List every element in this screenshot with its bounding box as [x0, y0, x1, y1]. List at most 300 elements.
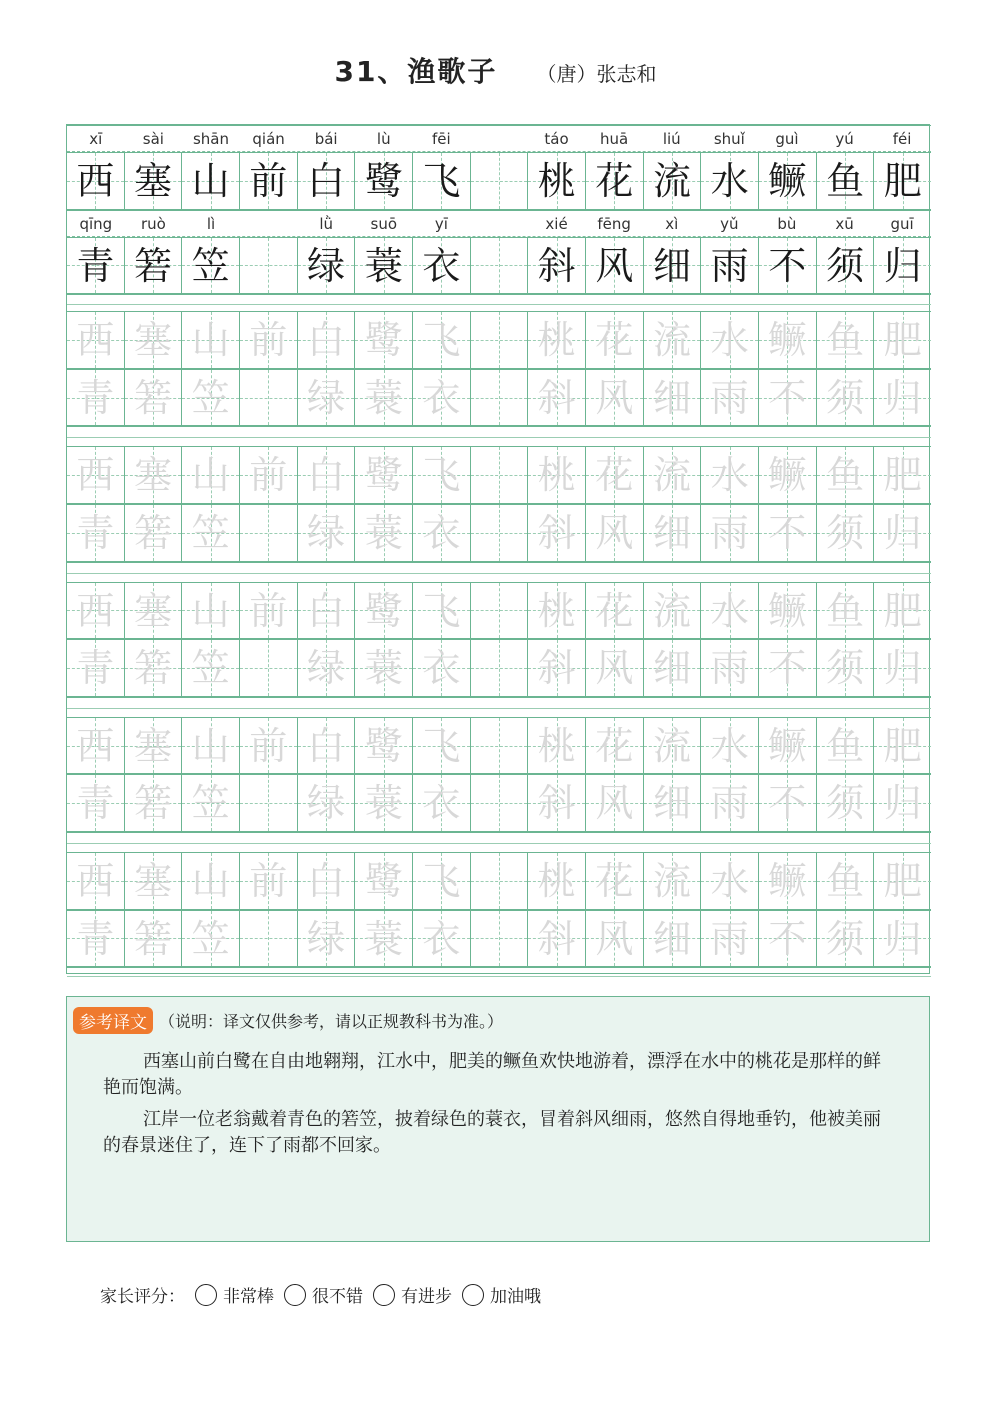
trace-character: 蓑 — [364, 375, 403, 420]
trace-cell[interactable] — [874, 312, 931, 368]
trace-character: 流 — [653, 318, 692, 363]
trace-cell[interactable] — [528, 640, 586, 696]
trace-character: 白 — [307, 723, 346, 768]
trace-cell[interactable] — [874, 853, 931, 909]
trace-cell[interactable] — [182, 312, 240, 368]
trace-cell[interactable] — [644, 775, 702, 831]
trace-cell[interactable] — [67, 312, 125, 368]
trace-cell[interactable] — [125, 312, 183, 368]
trace-cell[interactable] — [586, 911, 644, 967]
character-cell[interactable] — [586, 153, 644, 209]
trace-character: 肥 — [883, 453, 922, 498]
pinyin-cell — [470, 126, 528, 151]
character-cell[interactable] — [125, 153, 183, 209]
trace-cell[interactable] — [817, 853, 875, 909]
character-cell[interactable] — [298, 153, 356, 209]
character-cell[interactable] — [67, 238, 125, 294]
trace-cell[interactable] — [471, 775, 529, 831]
trace-cell[interactable] — [413, 718, 471, 774]
trace-cell[interactable] — [182, 505, 240, 561]
trace-character: 前 — [249, 723, 288, 768]
trace-character: 箬 — [134, 375, 173, 420]
trace-cell[interactable] — [874, 505, 931, 561]
trace-character: 流 — [653, 453, 692, 498]
trace-cell[interactable] — [67, 640, 125, 696]
trace-cell[interactable] — [182, 640, 240, 696]
trace-cell[interactable] — [67, 447, 125, 503]
character: 笠 — [191, 243, 230, 288]
pinyin-cell: xì — [665, 214, 679, 233]
trace-cell[interactable] — [644, 505, 702, 561]
trace-character: 不 — [768, 375, 807, 420]
character-cell[interactable] — [67, 153, 125, 209]
trace-character: 青 — [76, 781, 115, 826]
character-cell[interactable] — [413, 153, 471, 209]
trace-cell[interactable] — [586, 370, 644, 426]
radio-circle-icon[interactable] — [373, 1284, 395, 1306]
trace-cell[interactable] — [644, 718, 702, 774]
trace-cell[interactable] — [240, 718, 298, 774]
trace-cell[interactable] — [182, 583, 240, 639]
trace-cell[interactable] — [471, 583, 529, 639]
trace-character: 鳜 — [768, 859, 807, 903]
character: 白 — [307, 159, 346, 203]
character: 雨 — [710, 243, 749, 288]
pinyin-row — [67, 210, 931, 237]
trace-cell[interactable] — [240, 505, 298, 561]
trace-character: 蓑 — [364, 646, 403, 691]
trace-cell[interactable] — [355, 583, 413, 639]
character: 绿 — [307, 243, 346, 288]
trace-cell[interactable] — [586, 853, 644, 909]
character-cell[interactable] — [817, 238, 875, 294]
trace-cell[interactable] — [182, 370, 240, 426]
pinyin-cell: yǔ — [720, 214, 739, 233]
trace-cell[interactable] — [586, 775, 644, 831]
trace-cell[interactable] — [644, 312, 702, 368]
trace-character: 水 — [710, 588, 749, 633]
trace-cell[interactable] — [67, 911, 125, 967]
pinyin-cell: suō — [370, 214, 398, 233]
trace-cell[interactable] — [817, 312, 875, 368]
trace-character: 鱼 — [826, 859, 865, 903]
trace-character: 山 — [191, 453, 230, 498]
trace-character: 西 — [76, 723, 115, 768]
trace-cell[interactable] — [182, 853, 240, 909]
character-cell[interactable] — [528, 238, 586, 294]
trace-character: 流 — [653, 723, 692, 768]
trace-cell[interactable] — [644, 583, 702, 639]
spacer-band — [67, 426, 931, 446]
trace-cell[interactable] — [874, 447, 931, 503]
pinyin-cell: shuǐ — [713, 130, 745, 148]
character-cell[interactable] — [182, 238, 240, 294]
character: 桃 — [537, 159, 576, 203]
trace-cell[interactable] — [355, 447, 413, 503]
trace-cell[interactable] — [874, 370, 931, 426]
trace-cell[interactable] — [644, 640, 702, 696]
character-cell[interactable] — [528, 153, 586, 209]
trace-cell[interactable] — [701, 640, 759, 696]
trace-cell[interactable] — [413, 775, 471, 831]
trace-cell[interactable] — [125, 640, 183, 696]
trace-cell[interactable] — [240, 583, 298, 639]
trace-cell[interactable] — [759, 583, 817, 639]
trace-cell[interactable] — [182, 718, 240, 774]
trace-cell[interactable] — [67, 583, 125, 639]
trace-cell[interactable] — [817, 583, 875, 639]
trace-character: 白 — [307, 859, 346, 903]
trace-character: 鳜 — [768, 723, 807, 768]
character-cell[interactable] — [759, 238, 817, 294]
trace-cell[interactable] — [644, 853, 702, 909]
spacer-band — [67, 294, 931, 311]
trace-cell[interactable] — [125, 853, 183, 909]
trace-row — [67, 774, 931, 832]
trace-cell[interactable] — [817, 370, 875, 426]
trace-character: 鱼 — [826, 588, 865, 633]
trace-cell[interactable] — [471, 911, 529, 967]
trace-cell[interactable] — [413, 370, 471, 426]
trace-cell[interactable] — [298, 718, 356, 774]
trace-cell[interactable] — [759, 370, 817, 426]
trace-character: 桃 — [537, 859, 576, 903]
trace-cell[interactable] — [298, 853, 356, 909]
trace-character: 衣 — [422, 511, 461, 555]
trace-cell[interactable] — [528, 853, 586, 909]
pinyin-cell: guì — [775, 130, 799, 148]
trace-cell[interactable] — [528, 447, 586, 503]
trace-cell[interactable] — [240, 853, 298, 909]
trace-cell[interactable] — [528, 370, 586, 426]
radio-circle-icon[interactable] — [195, 1284, 217, 1306]
trace-cell[interactable] — [586, 718, 644, 774]
trace-cell[interactable] — [817, 447, 875, 503]
trace-cell[interactable] — [644, 911, 702, 967]
rating-option-keep-going[interactable] — [462, 1282, 541, 1307]
trace-cell[interactable] — [471, 640, 529, 696]
rating-option-label: 加油哦 — [490, 1287, 541, 1307]
trace-character: 白 — [307, 318, 346, 363]
trace-cell[interactable] — [298, 312, 356, 368]
trace-character: 归 — [883, 916, 922, 961]
trace-cell[interactable] — [240, 370, 298, 426]
trace-character: 鹭 — [364, 453, 403, 498]
trace-cell[interactable] — [701, 853, 759, 909]
trace-cell[interactable] — [125, 718, 183, 774]
trace-cell[interactable] — [240, 775, 298, 831]
trace-cell[interactable] — [298, 583, 356, 639]
pinyin-cell: sài — [142, 130, 164, 148]
trace-cell[interactable] — [701, 312, 759, 368]
trace-cell[interactable] — [355, 312, 413, 368]
trace-character: 笠 — [191, 511, 230, 555]
trace-cell[interactable] — [701, 911, 759, 967]
trace-character: 花 — [595, 588, 634, 633]
trace-cell[interactable] — [67, 775, 125, 831]
character-cell[interactable] — [874, 153, 931, 209]
trace-cell[interactable] — [874, 775, 931, 831]
trace-cell[interactable] — [355, 718, 413, 774]
trace-character: 须 — [826, 916, 865, 961]
rating-option-progress[interactable] — [373, 1282, 452, 1307]
trace-cell[interactable] — [67, 505, 125, 561]
trace-character: 雨 — [710, 916, 749, 961]
pinyin-cell: liú — [662, 130, 681, 148]
character-cell[interactable] — [182, 153, 240, 209]
character: 风 — [595, 243, 634, 288]
trace-cell[interactable] — [817, 911, 875, 967]
character-cell[interactable] — [471, 238, 529, 294]
character: 青 — [76, 243, 115, 288]
trace-character: 青 — [76, 511, 115, 555]
trace-cell[interactable] — [355, 370, 413, 426]
trace-character: 归 — [883, 781, 922, 826]
trace-cell[interactable] — [528, 505, 586, 561]
trace-character: 塞 — [134, 318, 173, 363]
trace-cell[interactable] — [125, 447, 183, 503]
trace-cell[interactable] — [67, 718, 125, 774]
rating-label: 家长评分： — [100, 1287, 185, 1307]
trace-cell[interactable] — [125, 583, 183, 639]
trace-cell[interactable] — [759, 505, 817, 561]
trace-cell[interactable] — [701, 447, 759, 503]
trace-cell[interactable] — [125, 505, 183, 561]
trace-cell[interactable] — [528, 312, 586, 368]
trace-character: 飞 — [422, 723, 461, 768]
trace-cell[interactable] — [298, 911, 356, 967]
trace-cell[interactable] — [874, 640, 931, 696]
trace-character: 风 — [595, 646, 634, 691]
character-cell[interactable] — [874, 238, 931, 294]
trace-character: 青 — [76, 646, 115, 691]
trace-character: 斜 — [537, 511, 576, 555]
trace-character: 箬 — [134, 511, 173, 555]
pinyin-cell: huā — [600, 130, 629, 148]
trace-character: 前 — [249, 588, 288, 633]
trace-character: 前 — [249, 859, 288, 903]
character: 山 — [191, 159, 230, 203]
character-cell[interactable] — [701, 153, 759, 209]
character-cell[interactable] — [701, 238, 759, 294]
character-cell[interactable] — [125, 238, 183, 294]
trace-cell[interactable] — [240, 447, 298, 503]
trace-cell[interactable] — [759, 853, 817, 909]
trace-cell[interactable] — [759, 447, 817, 503]
pinyin-cell: qīng — [79, 214, 113, 233]
trace-cell[interactable] — [413, 505, 471, 561]
trace-row — [67, 717, 931, 775]
character-cell[interactable] — [471, 153, 529, 209]
trace-row — [67, 582, 931, 640]
pinyin-cell: fēng — [597, 214, 631, 233]
trace-cell[interactable] — [586, 640, 644, 696]
trace-cell[interactable] — [240, 312, 298, 368]
translation-badge: 参考译文 — [73, 1007, 153, 1034]
trace-cell[interactable] — [528, 583, 586, 639]
trace-cell[interactable] — [874, 718, 931, 774]
trace-character: 鱼 — [826, 318, 865, 363]
trace-cell[interactable] — [125, 775, 183, 831]
pinyin-cell: yú — [835, 130, 854, 148]
trace-character: 风 — [595, 511, 634, 555]
character: 花 — [595, 159, 634, 203]
trace-character: 衣 — [422, 781, 461, 826]
trace-cell[interactable] — [759, 312, 817, 368]
trace-cell[interactable] — [701, 775, 759, 831]
trace-cell[interactable] — [413, 853, 471, 909]
trace-character: 肥 — [883, 859, 922, 903]
trace-cell[interactable] — [701, 718, 759, 774]
trace-character: 水 — [710, 723, 749, 768]
trace-cell[interactable] — [240, 911, 298, 967]
trace-cell[interactable] — [298, 505, 356, 561]
character-cell[interactable] — [355, 238, 413, 294]
character-cell[interactable] — [759, 153, 817, 209]
character-cell[interactable] — [240, 153, 298, 209]
character-cell[interactable] — [644, 238, 702, 294]
trace-cell[interactable] — [586, 583, 644, 639]
trace-character: 鳜 — [768, 588, 807, 633]
character: 须 — [826, 243, 865, 288]
trace-cell[interactable] — [644, 370, 702, 426]
trace-cell[interactable] — [644, 447, 702, 503]
trace-character: 水 — [710, 318, 749, 363]
trace-character: 前 — [249, 453, 288, 498]
trace-cell[interactable] — [298, 370, 356, 426]
pinyin-cell: qián — [252, 130, 285, 148]
trace-character: 白 — [307, 453, 346, 498]
trace-cell[interactable] — [759, 640, 817, 696]
trace-cell[interactable] — [817, 775, 875, 831]
character-cell[interactable] — [413, 238, 471, 294]
trace-character: 肥 — [883, 318, 922, 363]
rating-option-good[interactable] — [284, 1282, 363, 1307]
trace-cell[interactable] — [413, 312, 471, 368]
trace-cell[interactable] — [413, 583, 471, 639]
trace-cell[interactable] — [355, 640, 413, 696]
pinyin-cell: lù — [376, 130, 391, 148]
trace-cell[interactable] — [355, 775, 413, 831]
trace-cell[interactable] — [471, 718, 529, 774]
character-cell[interactable] — [586, 238, 644, 294]
trace-character: 西 — [76, 453, 115, 498]
radio-circle-icon[interactable] — [284, 1284, 306, 1306]
trace-character: 飞 — [422, 453, 461, 498]
character-cell[interactable] — [644, 153, 702, 209]
trace-cell[interactable] — [355, 853, 413, 909]
trace-row — [67, 639, 931, 697]
trace-cell[interactable] — [471, 853, 529, 909]
character-row — [67, 237, 931, 295]
trace-character: 肥 — [883, 723, 922, 768]
trace-character: 绿 — [307, 646, 346, 691]
trace-character: 肥 — [883, 588, 922, 633]
trace-cell[interactable] — [182, 775, 240, 831]
trace-cell[interactable] — [355, 911, 413, 967]
trace-character: 斜 — [537, 646, 576, 691]
character-cell[interactable] — [817, 153, 875, 209]
trace-character: 笠 — [191, 375, 230, 420]
trace-cell[interactable] — [528, 911, 586, 967]
trace-cell[interactable] — [586, 447, 644, 503]
trace-cell[interactable] — [759, 718, 817, 774]
trace-cell[interactable] — [471, 505, 529, 561]
trace-row — [67, 311, 931, 369]
trace-cell[interactable] — [413, 447, 471, 503]
trace-cell[interactable] — [701, 370, 759, 426]
trace-character: 雨 — [710, 646, 749, 691]
trace-cell[interactable] — [240, 640, 298, 696]
trace-cell[interactable] — [298, 447, 356, 503]
trace-cell[interactable] — [413, 911, 471, 967]
character: 归 — [883, 243, 922, 288]
trace-character: 衣 — [422, 646, 461, 691]
pinyin-cell: xié — [545, 214, 568, 233]
trace-cell[interactable] — [817, 640, 875, 696]
trace-cell[interactable] — [471, 447, 529, 503]
pinyin-cell — [470, 211, 528, 236]
trace-cell[interactable] — [471, 370, 529, 426]
trace-cell[interactable] — [528, 718, 586, 774]
trace-cell[interactable] — [182, 447, 240, 503]
trace-cell[interactable] — [586, 505, 644, 561]
trace-cell[interactable] — [67, 853, 125, 909]
trace-row — [67, 910, 931, 968]
rating-option-excellent[interactable] — [195, 1282, 274, 1307]
trace-character: 塞 — [134, 723, 173, 768]
trace-character: 蓑 — [364, 511, 403, 555]
radio-circle-icon[interactable] — [462, 1284, 484, 1306]
trace-character: 箬 — [134, 781, 173, 826]
trace-cell[interactable] — [759, 911, 817, 967]
pinyin-cell: lǜ — [319, 214, 334, 233]
trace-cell[interactable] — [759, 775, 817, 831]
trace-cell[interactable] — [298, 775, 356, 831]
trace-cell[interactable] — [125, 370, 183, 426]
pinyin-cell: xū — [835, 214, 854, 233]
poem-author: （唐）张志和 — [536, 62, 657, 86]
trace-character: 笠 — [191, 916, 230, 961]
character-cell[interactable] — [240, 238, 298, 294]
trace-cell[interactable] — [701, 505, 759, 561]
trace-character: 雨 — [710, 511, 749, 555]
trace-cell[interactable] — [67, 370, 125, 426]
trace-cell[interactable] — [471, 312, 529, 368]
trace-cell[interactable] — [874, 583, 931, 639]
trace-cell[interactable] — [125, 911, 183, 967]
trace-cell[interactable] — [355, 505, 413, 561]
trace-character: 花 — [595, 723, 634, 768]
trace-cell[interactable] — [874, 911, 931, 967]
trace-cell[interactable] — [298, 640, 356, 696]
character-cell[interactable] — [355, 153, 413, 209]
character-cell[interactable] — [298, 238, 356, 294]
trace-character: 笠 — [191, 646, 230, 691]
trace-character: 不 — [768, 646, 807, 691]
trace-character: 鳜 — [768, 318, 807, 363]
trace-cell[interactable] — [182, 911, 240, 967]
trace-cell[interactable] — [528, 775, 586, 831]
trace-cell[interactable] — [413, 640, 471, 696]
trace-cell[interactable] — [701, 583, 759, 639]
trace-character: 绿 — [307, 375, 346, 420]
trace-character: 归 — [883, 646, 922, 691]
trace-character: 须 — [826, 646, 865, 691]
trace-cell[interactable] — [817, 505, 875, 561]
trace-cell[interactable] — [817, 718, 875, 774]
trace-cell[interactable] — [586, 312, 644, 368]
